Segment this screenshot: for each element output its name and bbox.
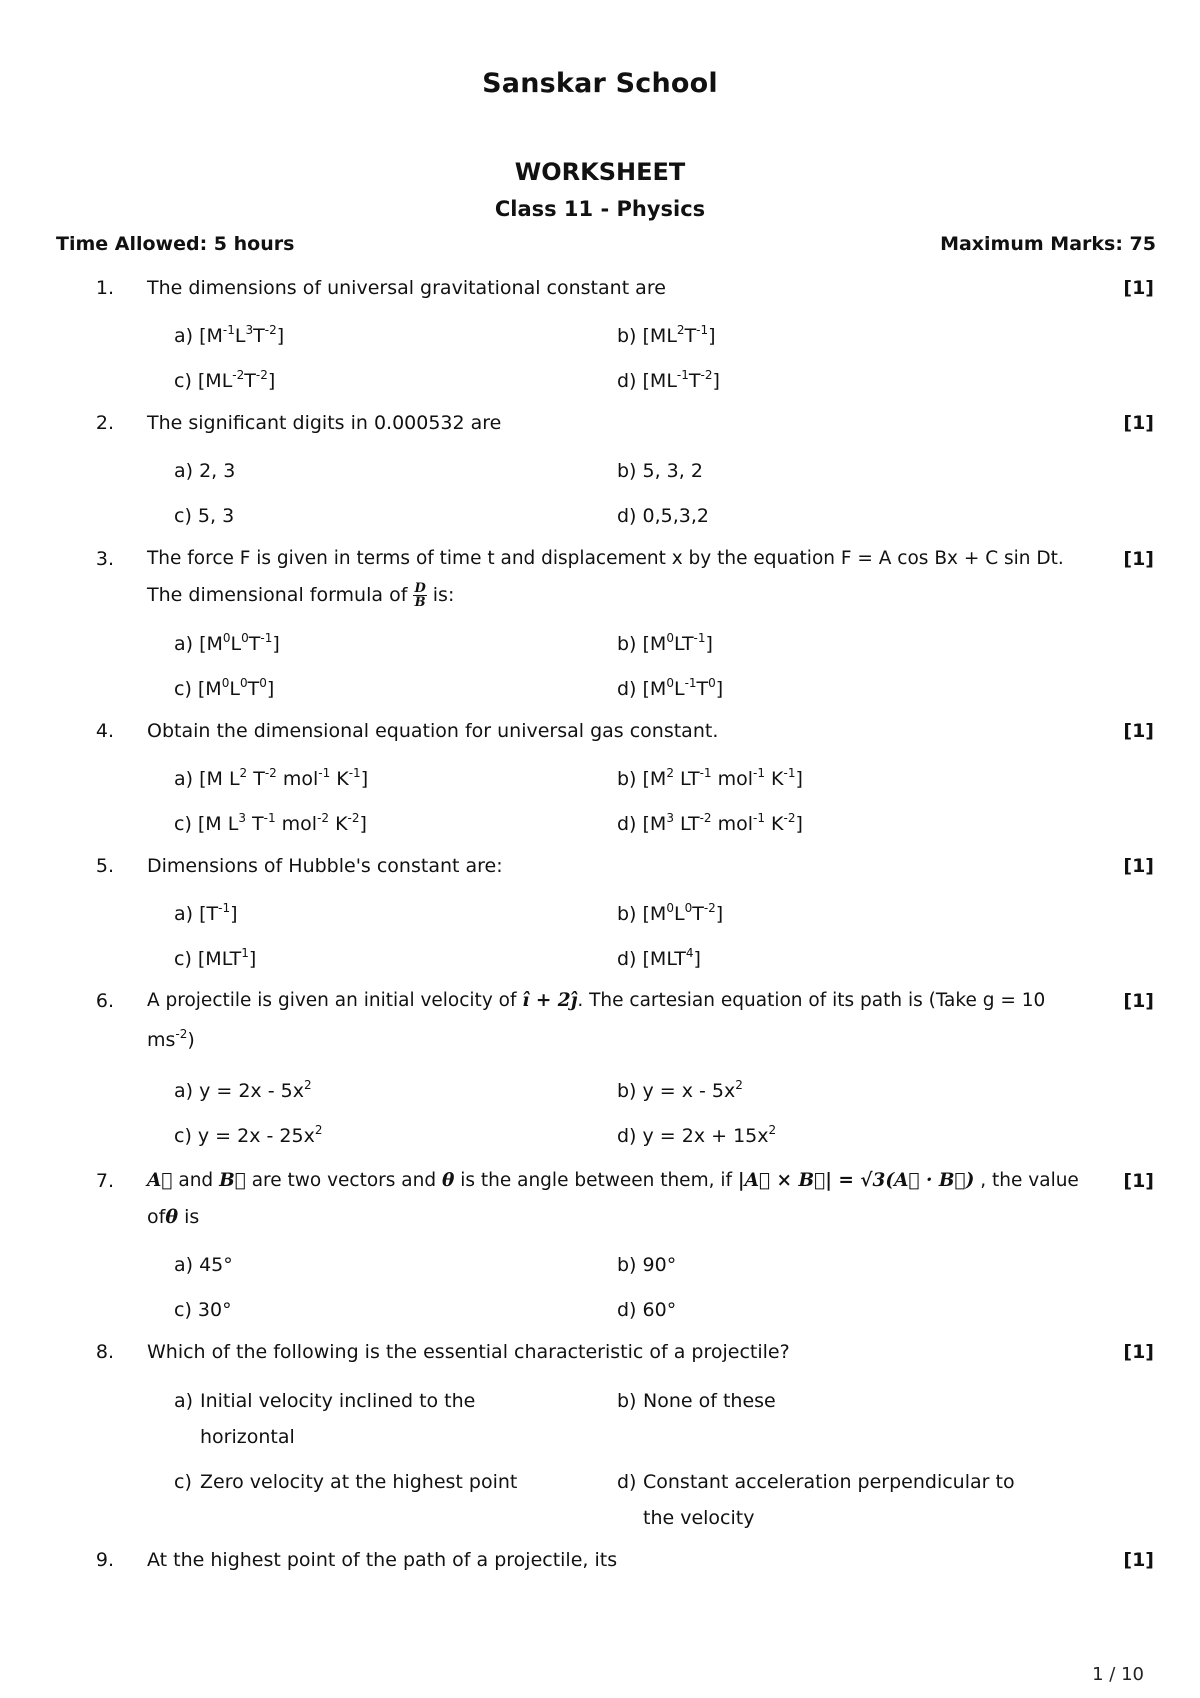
option-d: d) $[ML^{-1}T^{-2}]$: [617, 368, 720, 392]
worksheet-title: WORKSHEET: [514, 158, 686, 186]
question-text: Dimensions of Hubble's constant are:: [147, 855, 503, 877]
option-b: b) $y = x - 5x^2$: [617, 1078, 743, 1102]
option-b: b) $[M^0LT^{-1}]$: [617, 631, 713, 655]
question-marks: [1]: [1123, 412, 1154, 434]
question-text: The significant digits in 0.000532 are: [147, 412, 502, 434]
exam-meta: [56, 233, 1156, 255]
question-number: 2.: [95, 412, 114, 434]
page-number: 1 / 10: [1092, 1664, 1144, 1685]
question-marks: [1]: [1123, 720, 1154, 742]
option-a: a) 2, 3: [174, 460, 236, 482]
option-b: b) $[ML^2T^{-1}]$: [617, 323, 716, 347]
school-name: Sanskar School: [482, 68, 718, 99]
option-c: c) $[ML^{-2}T^{-2}]$: [174, 368, 276, 392]
question-marks: [1]: [1123, 548, 1154, 570]
question-number: 1.: [95, 277, 114, 299]
question-text: Obtain the dimensional equation for universal gas constant.: [147, 720, 719, 742]
question-marks: [1]: [1123, 1549, 1154, 1571]
option-d: d) $[M^0L^{-1}T^0]$: [617, 676, 724, 700]
option-d: d) Constant acceleration perpendicular to the velocity: [617, 1471, 1015, 1529]
option-b: b) 5, 3, 2: [617, 460, 703, 482]
time-allowed: Time Allowed: 5 hours: [56, 233, 295, 255]
option-a: a) $[T^{-1}]$: [174, 901, 238, 925]
option-d: d) [$M^3$ $LT^{-2}$ mol$^{-1}$ $K^{-2}$]: [617, 811, 803, 835]
option-c: c) $y = 2x - 25x^2$: [174, 1123, 323, 1147]
option-a: a) $[M^{-1}L^3T^{-2}]$: [174, 323, 285, 347]
option-d: d) [MLT$^4$]: [617, 946, 701, 970]
option-a: a) [M $L^2$ $T^{-2}$ mol$^{-1}$ $K^{-1}$]: [174, 766, 369, 790]
maximum-marks: Maximum Marks: 75: [940, 233, 1156, 255]
question-marks: [1]: [1123, 277, 1154, 299]
question-text: At the highest point of the path of a projectile, its: [147, 1549, 618, 1571]
question-text: The dimensions of universal gravitational constant are: [147, 277, 666, 299]
option-a: a) $[M^0L^0T^{-1}]$: [174, 631, 280, 655]
option-a: a) 45°: [174, 1254, 233, 1276]
option-a: a) $y = 2x - 5x^2$: [174, 1078, 312, 1102]
option-d: d) 60°: [617, 1299, 677, 1321]
worksheet-subtitle: Class 11 - Physics: [494, 197, 706, 221]
option-c: c) 30°: [174, 1299, 232, 1321]
option-a: a) Initial velocity inclined to the horizontal: [174, 1390, 476, 1448]
option-c: c) $[M^0L^0T^0]$: [174, 676, 275, 700]
question-number: 8.: [95, 1341, 114, 1363]
option-c: c) [M $L^3$ $T^{-1}$ mol$^{-2}$ $K^{-2}$]: [174, 811, 367, 835]
option-c: c) 5, 3: [174, 505, 235, 527]
question-marks: [1]: [1123, 855, 1154, 877]
question-number: 7.: [95, 1170, 114, 1192]
vector-expression: |A⃗ × B⃗| = √3(A⃗ · B⃗): [737, 1170, 975, 1191]
question-number: 5.: [95, 855, 114, 877]
option-d: d) $y = 2x + 15x^2$: [617, 1123, 777, 1147]
question-number: 3.: [95, 548, 114, 570]
option-b: b) [$M^2$ $LT^{-1}$ mol$^{-1}$ $K^{-1}$]: [617, 766, 803, 790]
option-b: b) 90°: [617, 1254, 677, 1276]
question-text: A projectile is given an initial velocity of î + 2ĵ. The cartesian equation of its path is (Take g = 10: [147, 990, 1046, 1011]
question-marks: [1]: [1123, 990, 1154, 1012]
fraction-d-over-b: $\frac{D}{B}$: [414, 581, 426, 610]
option-b: b) $[M^0L^0T^{-2}]$: [617, 901, 724, 925]
question-number: 9.: [95, 1549, 114, 1571]
question-text: A⃗ and B⃗ are two vectors and θ is the angle between them, if |A⃗ × B⃗| = √3(A⃗ · B⃗) , the value: [147, 1170, 1079, 1191]
question-number: 4.: [95, 720, 114, 742]
question-text: The force F is given in terms of time t and displacement x by the equation F = A cos Bx + C sin Dt.: [147, 548, 1064, 569]
option-c: c) [MLT$^1$]: [174, 946, 257, 970]
option-b: b) None of these: [617, 1390, 776, 1412]
worksheet-page: Sanskar School WORKSHEET Class 11 - Physics Time Allowed: 5 hours Maximum Marks: 75 1. The dimensions of universal gravitational constant are [1] a) $[M^{-1}L^3T^{-2}]$ b) $[ML^2T^{-1}]$ c) $[ML^{-2}T^{-2}]$ d) $[ML^{-1}T^{-2}]$ 2. The significant digits in 0.000532 are [1] a) 2, 3 b) 5, 3, 2 c) 5, 3 d) 0,5,3,2 3. The force F is given in terms of time t and displacement x by the equation F = A cos Bx + C sin Dt. [1] The dimensional formula of $\frac{D}{B}$ is: a) $[M^0L^0T^{-1}]$ b) $[M^0LT^{-1}]$ c) $[M^0L^0T^0]$ d) $[M^0L^{-1}T^0]$ 4. Obtain the dimensional equation for universal gas constant. [1] a) [M $L^2$ $T^{-2}$ mol$^{-1}$ $K^{-1}$] b) [$M^2$ $LT^{-1}$ mol$^{-1}$ $K^{-1}$] c) [M $L^3$ $T^{-1}$ mol$^{-2}$ $K^{-2}$] d) [$M^3$ $LT^{-2}$ mol$^{-1}$ $K^{-2}$] 5. Dimensions of Hubble's constant are: [1] a) $[T^{-1}]$ b) $[M^0L^0T^{-2}]$ c) [MLT$^1$] d) [MLT$^4$] 6. A projectile is given an initial velocity of î + 2ĵ. The cartesian equation of its path is (Take g = 10 [1] $ms^{-2}$) a) $y = 2x - 5x^2$ b) $y = x - 5x^2$ c) $y = 2x - 25x^2$ d) $y = 2x + 15x^2$ 7. A⃗ and B⃗ are two vectors and θ is the angle between them, if |A⃗ × B⃗| = √3(A⃗ · B⃗) , the value [1] ofθ is a) 45° b) 90° c) 30° d) 60° 8. Which of the following is the essential characteristic of a projectile? [1] a) Initial velocity inclined to the horizontal b) None of these c) Zero velocity at the highest point d) Constant acceleration perpendicular to the velocity 9. At the highest point of the path of a projectile, its [1] 1 / 10: [0, 0, 1200, 1698]
option-c: c) Zero velocity at the highest point: [174, 1471, 518, 1493]
question-text: Which of the following is the essential characteristic of a projectile?: [147, 1341, 790, 1363]
question-marks: [1]: [1123, 1170, 1154, 1192]
question-number: 6.: [95, 990, 114, 1012]
question-marks: [1]: [1123, 1341, 1154, 1363]
velocity-vector: î + 2ĵ: [522, 990, 578, 1011]
option-d: d) 0,5,3,2: [617, 505, 709, 527]
